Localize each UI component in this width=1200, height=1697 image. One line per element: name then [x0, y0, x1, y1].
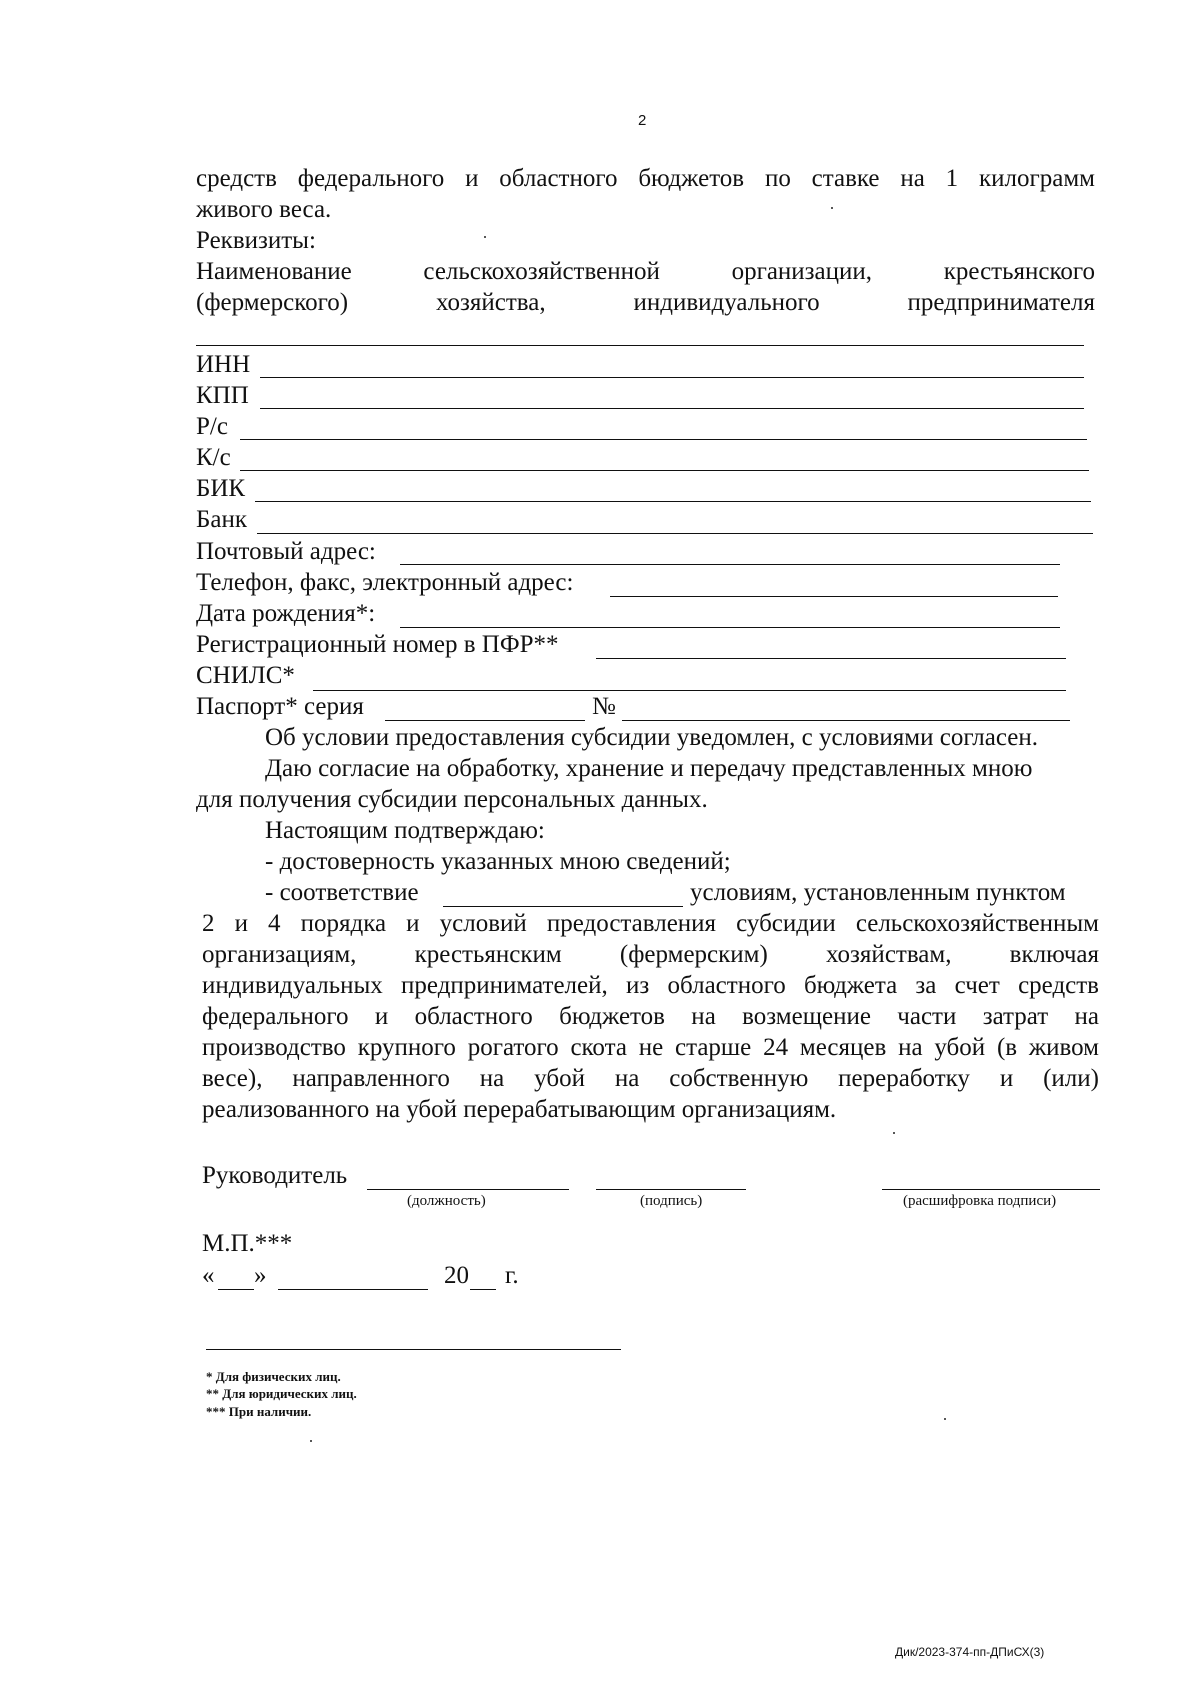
- date-close-quote: »: [254, 1262, 267, 1289]
- intro-line-2: живого веса.: [196, 196, 332, 223]
- confirm-item-1: - достоверность указанных мною сведений;: [265, 848, 731, 875]
- signature-decoding-field[interactable]: [882, 1189, 1100, 1190]
- stamp-label: М.П.***: [202, 1230, 293, 1257]
- rs-label: Р/с: [196, 413, 228, 440]
- signature-field[interactable]: [596, 1189, 746, 1190]
- scan-speck: [944, 1418, 946, 1420]
- snils-field[interactable]: [313, 690, 1066, 691]
- ks-field[interactable]: [240, 470, 1089, 471]
- scan-speck: [310, 1440, 312, 1442]
- consent-data-line-1: Даю согласие на обработку, хранение и передачу представленных мною: [265, 755, 1033, 782]
- year-suffix: г.: [505, 1262, 519, 1289]
- footnote-2: ** Для юридических лиц.: [206, 1386, 357, 1401]
- rs-field[interactable]: [240, 439, 1087, 440]
- consent-data-line-2: для получения субсидии персональных данных.: [196, 786, 708, 813]
- birth-date-label: Дата рождения*:: [196, 600, 376, 627]
- footnote-separator: [206, 1349, 621, 1350]
- contacts-field[interactable]: [610, 596, 1058, 597]
- conditions-line-8: реализованного на убой перерабатывающим организациям.: [202, 1096, 837, 1123]
- passport-series-field[interactable]: [385, 720, 585, 721]
- scan-speck: [893, 1132, 895, 1134]
- org-name-line-2: (фермерского) хозяйства, индивидуального предпринимателя: [196, 289, 1095, 316]
- bank-field[interactable]: [257, 533, 1093, 534]
- document-code: Дик/2023-374-пп-ДПиСХ(3): [895, 1645, 1045, 1659]
- passport-number-field[interactable]: [622, 720, 1070, 721]
- bank-label: Банк: [196, 506, 247, 533]
- bik-field[interactable]: [255, 501, 1091, 502]
- conditions-line-2: 2 и 4 порядка и условий предоставления субсидии сельскохозяйственным: [202, 910, 1099, 937]
- footnote-1: * Для физических лиц.: [206, 1369, 341, 1384]
- consent-conditions-text: Об условии предоставления субсидии уведомлен, с условиями согласен.: [265, 724, 1038, 751]
- contacts-label: Телефон, факс, электронный адрес:: [196, 569, 574, 596]
- bik-label: БИК: [196, 475, 246, 502]
- ks-label: К/с: [196, 444, 231, 471]
- conditions-line-6: производство крупного рогатого скота не старше 24 месяцев на убой (в живом: [202, 1034, 1099, 1061]
- compliance-blank-field[interactable]: [443, 906, 683, 907]
- date-month-field[interactable]: [278, 1289, 428, 1290]
- passport-series-label: Паспорт* серия: [196, 693, 364, 720]
- passport-number-label: №: [592, 693, 616, 720]
- pfr-number-field[interactable]: [596, 658, 1066, 659]
- signature-decoding-caption: (расшифровка подписи): [903, 1193, 1057, 1209]
- scan-speck: [831, 207, 833, 209]
- kpp-label: КПП: [196, 382, 249, 409]
- intro-line-1: средств федерального и областного бюджетов по ставке на 1 килограмм: [196, 165, 1095, 192]
- position-caption: (должность): [407, 1193, 486, 1209]
- inn-field[interactable]: [260, 377, 1084, 378]
- date-open-quote: «: [202, 1262, 215, 1289]
- date-year-field[interactable]: [470, 1289, 496, 1290]
- requisites-heading: Реквизиты:: [196, 227, 316, 254]
- pfr-number-label: Регистрационный номер в ПФР**: [196, 631, 559, 658]
- conditions-line-5: федерального и областного бюджетов на возмещение части затрат на: [202, 1003, 1099, 1030]
- date-day-field[interactable]: [218, 1289, 254, 1290]
- scan-speck: [484, 236, 486, 238]
- position-field[interactable]: [367, 1189, 569, 1190]
- org-name-line-1: Наименование сельскохозяйственной организации, крестьянского: [196, 258, 1095, 285]
- head-label: Руководитель: [202, 1162, 348, 1189]
- org-name-blank-line[interactable]: [196, 345, 1084, 346]
- postal-address-label: Почтовый адрес:: [196, 538, 376, 565]
- postal-address-field[interactable]: [400, 564, 1060, 565]
- signature-caption: (подпись): [640, 1193, 703, 1209]
- conditions-line-7: весе), направленного на убой на собственную переработку и (или): [202, 1065, 1099, 1092]
- conditions-line-3: организациям, крестьянским (фермерским) хозяйствам, включая: [202, 941, 1099, 968]
- confirm-item-2-start: - соответствие: [265, 879, 419, 906]
- birth-date-field[interactable]: [400, 627, 1060, 628]
- footnote-3: *** При наличии.: [206, 1404, 312, 1419]
- inn-label: ИНН: [196, 351, 251, 378]
- snils-label: СНИЛС*: [196, 662, 295, 689]
- confirm-heading: Настоящим подтверждаю:: [265, 817, 545, 844]
- conditions-line-4: индивидуальных предпринимателей, из областного бюджета за счет средств: [202, 972, 1099, 999]
- confirm-item-2-end: условиям, установленным пунктом: [690, 879, 1066, 906]
- kpp-field[interactable]: [260, 408, 1084, 409]
- page-number: 2: [638, 112, 647, 129]
- year-prefix: 20: [444, 1262, 469, 1289]
